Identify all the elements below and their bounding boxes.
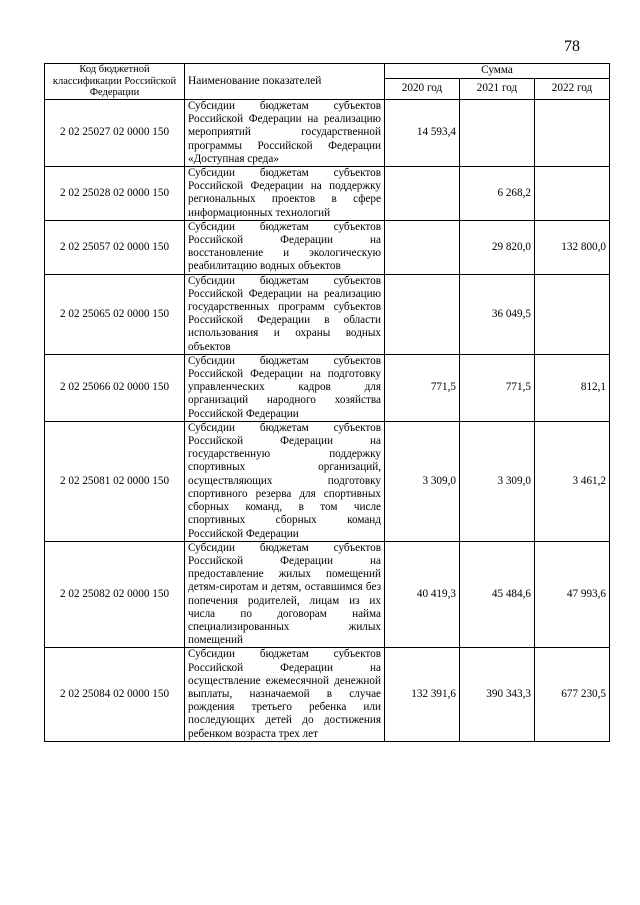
- row-value-2022: 47 993,6: [535, 541, 610, 648]
- page-number: 78: [564, 38, 580, 55]
- row-name: Субсидии бюджетам субъектов Российской Федерации на поддержку региональных проектов в сфере информационных технологий: [185, 167, 385, 221]
- header-code: Код бюджетной классификации Российской Федерации: [45, 64, 185, 100]
- row-value-2021: 6 268,2: [460, 167, 535, 221]
- table-header: [45, 64, 610, 100]
- header-year-2020: 2020 год: [385, 79, 460, 100]
- row-value-2020: [385, 167, 460, 221]
- row-value-2022: 3 461,2: [535, 421, 610, 541]
- row-value-2020: [385, 220, 460, 274]
- row-value-2022: [535, 274, 610, 354]
- table-row: [45, 354, 610, 421]
- row-value-2022: [535, 167, 610, 221]
- row-code: 2 02 25027 02 0000 150: [45, 100, 185, 167]
- row-name: Субсидии бюджетам субъектов Российской Федерации на осуществление ежемесячной денежной выплаты, назначаемой в случае рождения третьего ребенка или последующих детей до достижения ребенком возраста трех лет: [185, 648, 385, 741]
- row-value-2020: 14 593,4: [385, 100, 460, 167]
- row-value-2020: 771,5: [385, 354, 460, 421]
- row-name: Субсидии бюджетам субъектов Российской Федерации на предоставление жилых помещений детям-сиротам и детям, оставшимся без попечения родителей, лицам из их числа по договорам найма специализированных жилых помещений: [185, 541, 385, 648]
- row-value-2021: 771,5: [460, 354, 535, 421]
- row-name: Субсидии бюджетам субъектов Российской Федерации на восстановление и экологическую реабилитацию водных объектов: [185, 220, 385, 274]
- row-name: Субсидии бюджетам субъектов Российской Федерации на реализацию государственных программ субъектов Российской Федерации в области использования и охраны водных объектов: [185, 274, 385, 354]
- table-row: [45, 421, 610, 541]
- table-row: [45, 648, 610, 741]
- table-row: [45, 274, 610, 354]
- table-body: [45, 100, 610, 742]
- row-code: 2 02 25057 02 0000 150: [45, 220, 185, 274]
- row-name: Субсидии бюджетам субъектов Российской Федерации на реализацию мероприятий государственной программы Российской Федерации «Доступная среда»: [185, 100, 385, 167]
- row-value-2020: 40 419,3: [385, 541, 460, 648]
- row-value-2021: 3 309,0: [460, 421, 535, 541]
- row-code: 2 02 25028 02 0000 150: [45, 167, 185, 221]
- table-row: [45, 167, 610, 221]
- row-value-2021: 390 343,3: [460, 648, 535, 741]
- row-value-2021: 45 484,6: [460, 541, 535, 648]
- row-value-2021: 36 049,5: [460, 274, 535, 354]
- header-year-2022: 2022 год: [535, 79, 610, 100]
- row-code: 2 02 25084 02 0000 150: [45, 648, 185, 741]
- row-name: Субсидии бюджетам субъектов Российской Федерации на государственную поддержку спортивных организаций, осуществляющих подготовку спортивного резерва для спортивных сборных команд, в том числе спортивных сборных команд Российской Федерации: [185, 421, 385, 541]
- row-value-2021: [460, 100, 535, 167]
- row-value-2020: 3 309,0: [385, 421, 460, 541]
- row-value-2022: 677 230,5: [535, 648, 610, 741]
- row-value-2020: 132 391,6: [385, 648, 460, 741]
- table-row: [45, 100, 610, 167]
- row-value-2022: 812,1: [535, 354, 610, 421]
- header-year-2021: 2021 год: [460, 79, 535, 100]
- row-value-2022: [535, 100, 610, 167]
- header-name: Наименование показателей: [185, 64, 385, 100]
- row-value-2021: 29 820,0: [460, 220, 535, 274]
- row-value-2022: 132 800,0: [535, 220, 610, 274]
- row-code: 2 02 25066 02 0000 150: [45, 354, 185, 421]
- budget-table: [44, 63, 610, 742]
- row-value-2020: [385, 274, 460, 354]
- row-code: 2 02 25082 02 0000 150: [45, 541, 185, 648]
- table-row: [45, 541, 610, 648]
- header-sum: Сумма: [385, 64, 610, 79]
- row-name: Субсидии бюджетам субъектов Российской Федерации на подготовку управленческих кадров для организаций народного хозяйства Российской Федерации: [185, 354, 385, 421]
- table-row: [45, 220, 610, 274]
- row-code: 2 02 25065 02 0000 150: [45, 274, 185, 354]
- row-code: 2 02 25081 02 0000 150: [45, 421, 185, 541]
